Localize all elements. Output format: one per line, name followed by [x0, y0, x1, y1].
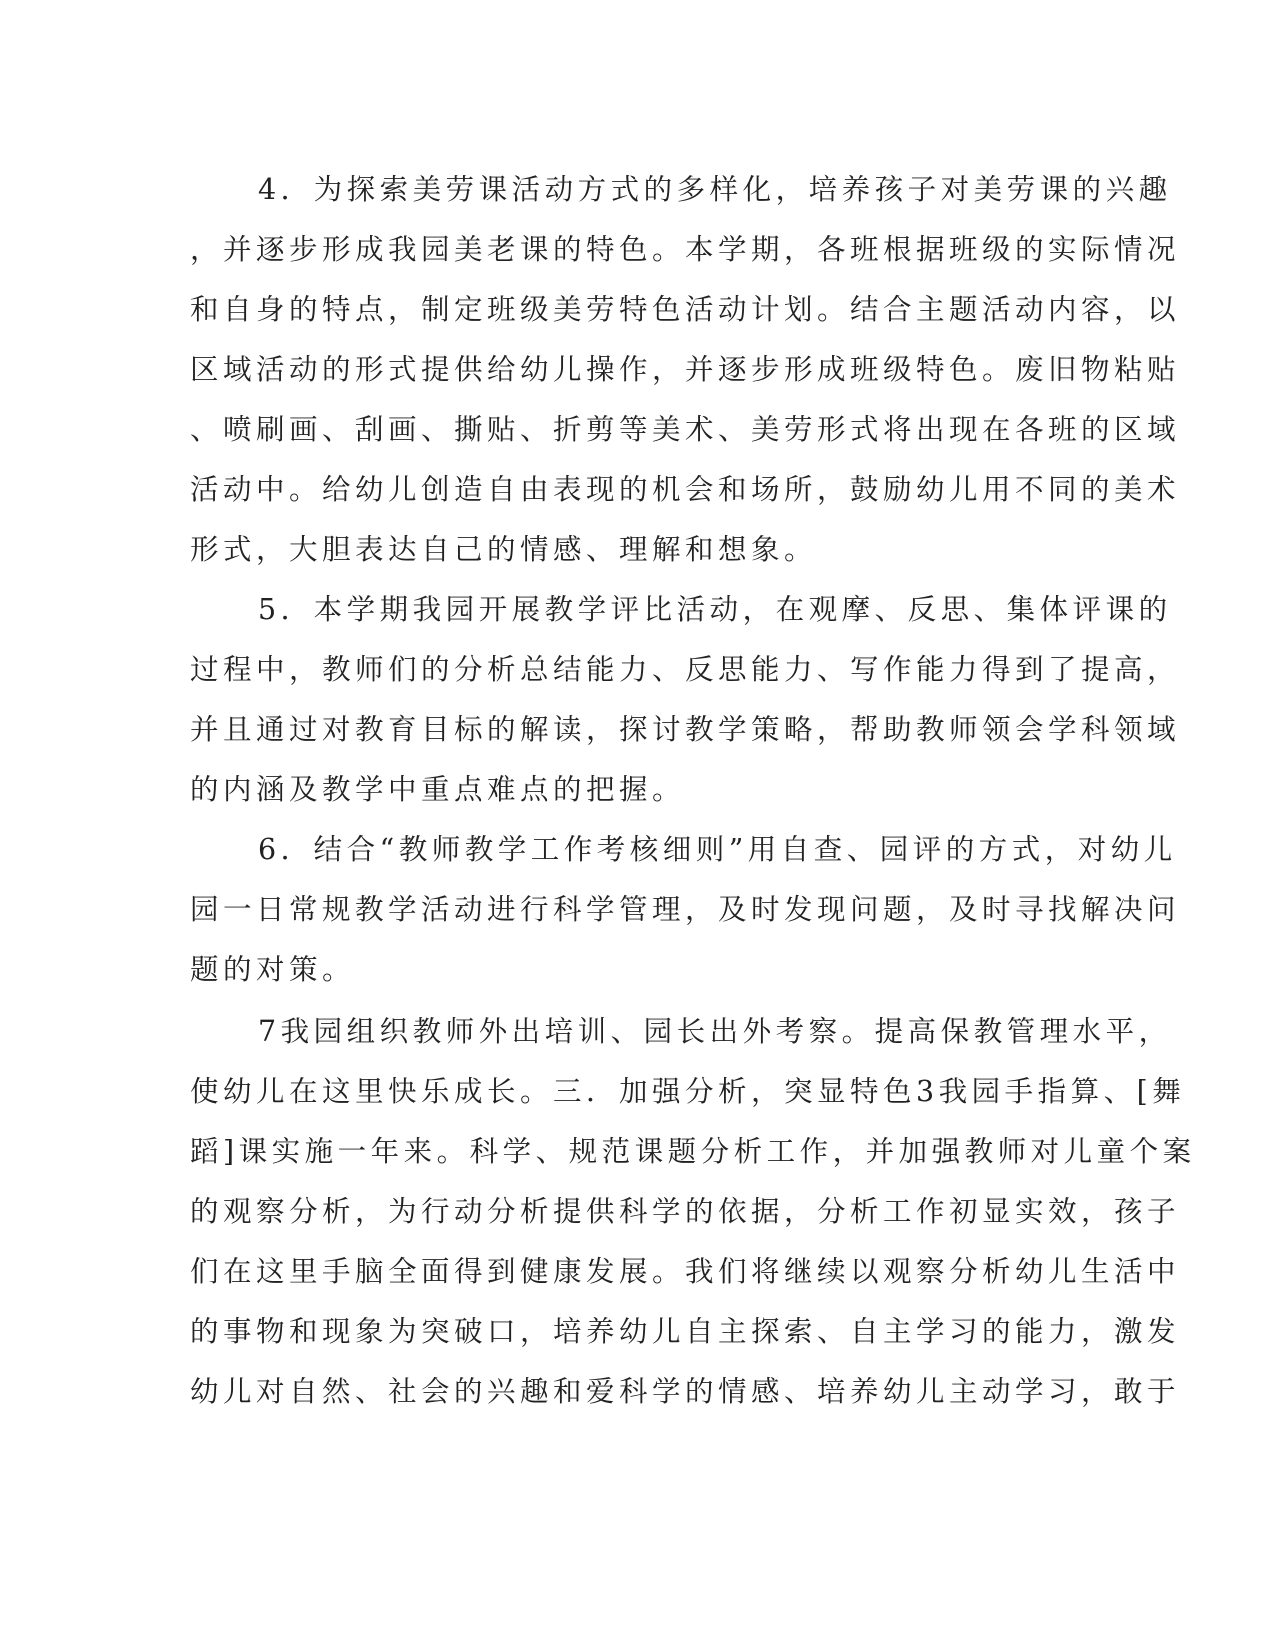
paragraph-5-line-3: 并且通过对教育目标的解读，探讨教学策略，帮助教师领会学科领域 — [190, 713, 1181, 746]
paragraph-7-line-4: 的观察分析，为行动分析提供科学的依据，分析工作初显实效，孩子 — [190, 1195, 1181, 1228]
paragraph-6-line-2: 园一日常规教学活动进行科学管理，及时发现问题，及时寻找解决问 — [190, 893, 1181, 926]
paragraph-5-line-2: 过程中，教师们的分析总结能力、反思能力、写作能力得到了提高， — [190, 653, 1181, 686]
paragraph-7-line-7: 幼儿对自然、社会的兴趣和爱科学的情感、培养幼儿主动学习，敢于 — [190, 1375, 1181, 1408]
paragraph-5-line-4: 的内涵及教学中重点难点的把握。 — [190, 773, 686, 806]
paragraph-4-line-2: ，并逐步形成我园美老课的特色。本学期，各班根据班级的实际情况 — [190, 233, 1181, 266]
document-body — [190, 160, 1196, 1422]
paragraph-4-line-7: 形式，大胆表达自己的情感、理解和想象。 — [190, 533, 818, 566]
paragraph-4-line-5: 、喷刷画、刮画、撕贴、折剪等美术、美劳形式将出现在各班的区域 — [190, 413, 1181, 446]
paragraph-7-line-5: 们在这里手脑全面得到健康发展。我们将继续以观察分析幼儿生活中 — [190, 1255, 1181, 1288]
paragraph-6-line-3: 题的对策。 — [190, 953, 356, 986]
paragraph-7-line-2: 使幼儿在这里快乐成长。三．加强分析，突显特色3我园手指算、[舞 — [190, 1075, 1186, 1108]
paragraph-7-line-3: 蹈]课实施一年来。科学、规范课题分析工作，并加强教师对儿童个案 — [190, 1135, 1196, 1168]
paragraph-5-line-1: 5．本学期我园开展教学评比活动，在观摩、反思、集体评课的 — [258, 593, 1172, 626]
paragraph-6-line-1: 6．结合“教师教学工作考核细则”用自查、园评的方式，对幼儿 — [258, 833, 1177, 866]
paragraph-7-line-1: 7我园组织教师外出培训、园长出外考察。提高保教管理水平， — [258, 1015, 1172, 1048]
paragraph-4-line-6: 活动中。给幼儿创造自由表现的机会和场所，鼓励幼儿用不同的美术 — [190, 473, 1181, 506]
paragraph-7-line-6: 的事物和现象为突破口，培养幼儿自主探索、自主学习的能力，激发 — [190, 1315, 1181, 1348]
paragraph-4-line-1: 4．为探索美劳课活动方式的多样化，培养孩子对美劳课的兴趣 — [258, 173, 1172, 206]
paragraph-4-line-4: 区域活动的形式提供给幼儿操作，并逐步形成班级特色。废旧物粘贴 — [190, 353, 1181, 386]
paragraph-4-line-3: 和自身的特点，制定班级美劳特色活动计划。结合主题活动内容，以 — [190, 293, 1181, 326]
